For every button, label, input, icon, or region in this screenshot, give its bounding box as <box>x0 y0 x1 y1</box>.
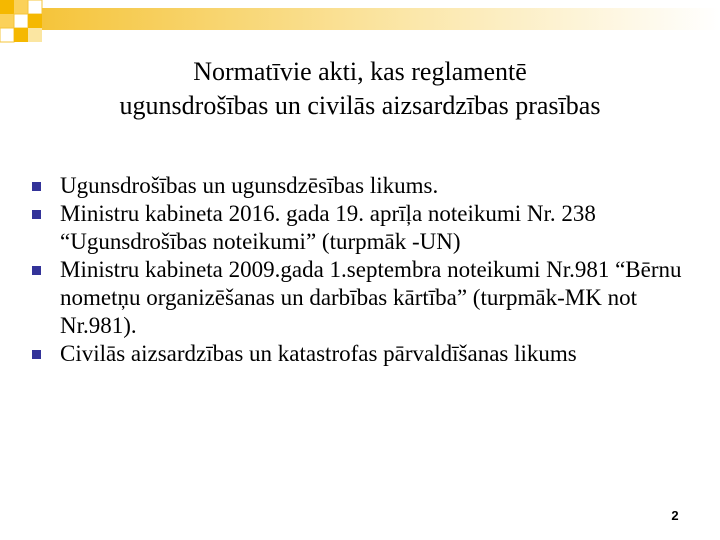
square-bullet-icon <box>32 182 41 191</box>
list-item <box>30 340 710 368</box>
list-item-text: Ministru kabineta 2009.gada 1.septembra noteikumi Nr.981 “Bērnu nometņu organizēšanas un darbības kārtība” (turpmāk-MK not Nr.981). <box>60 257 682 338</box>
square-bullet-icon <box>32 210 41 219</box>
header-decoration <box>0 0 720 60</box>
square-bullet-icon <box>32 266 41 275</box>
list-item-text: Ugunsdrošības un ugunsdzēsības likums. <box>60 173 439 198</box>
header-band <box>40 8 720 30</box>
bullet-list <box>30 172 710 368</box>
slide-title-line-2: ugunsdrošības un civilās aizsardzības prasības <box>119 91 601 120</box>
list-item-text: Ministru kabineta 2016. gada 19. aprīļa noteikumi Nr. 238 “Ugunsdrošības noteikumi” (turpmāk -UN) <box>60 201 596 254</box>
list-item <box>30 200 710 256</box>
list-item <box>30 172 710 200</box>
slide-title-line-1: Normatīvie akti, kas reglamentē <box>193 57 527 86</box>
list-item-text: Civilās aizsardzības un katastrofas pārvaldīšanas likums <box>60 341 577 366</box>
list-item <box>30 256 710 340</box>
checker-squares-icon <box>0 0 42 42</box>
square-bullet-icon <box>32 350 41 359</box>
slide-title <box>0 55 720 123</box>
page-number: 2 <box>671 508 679 523</box>
